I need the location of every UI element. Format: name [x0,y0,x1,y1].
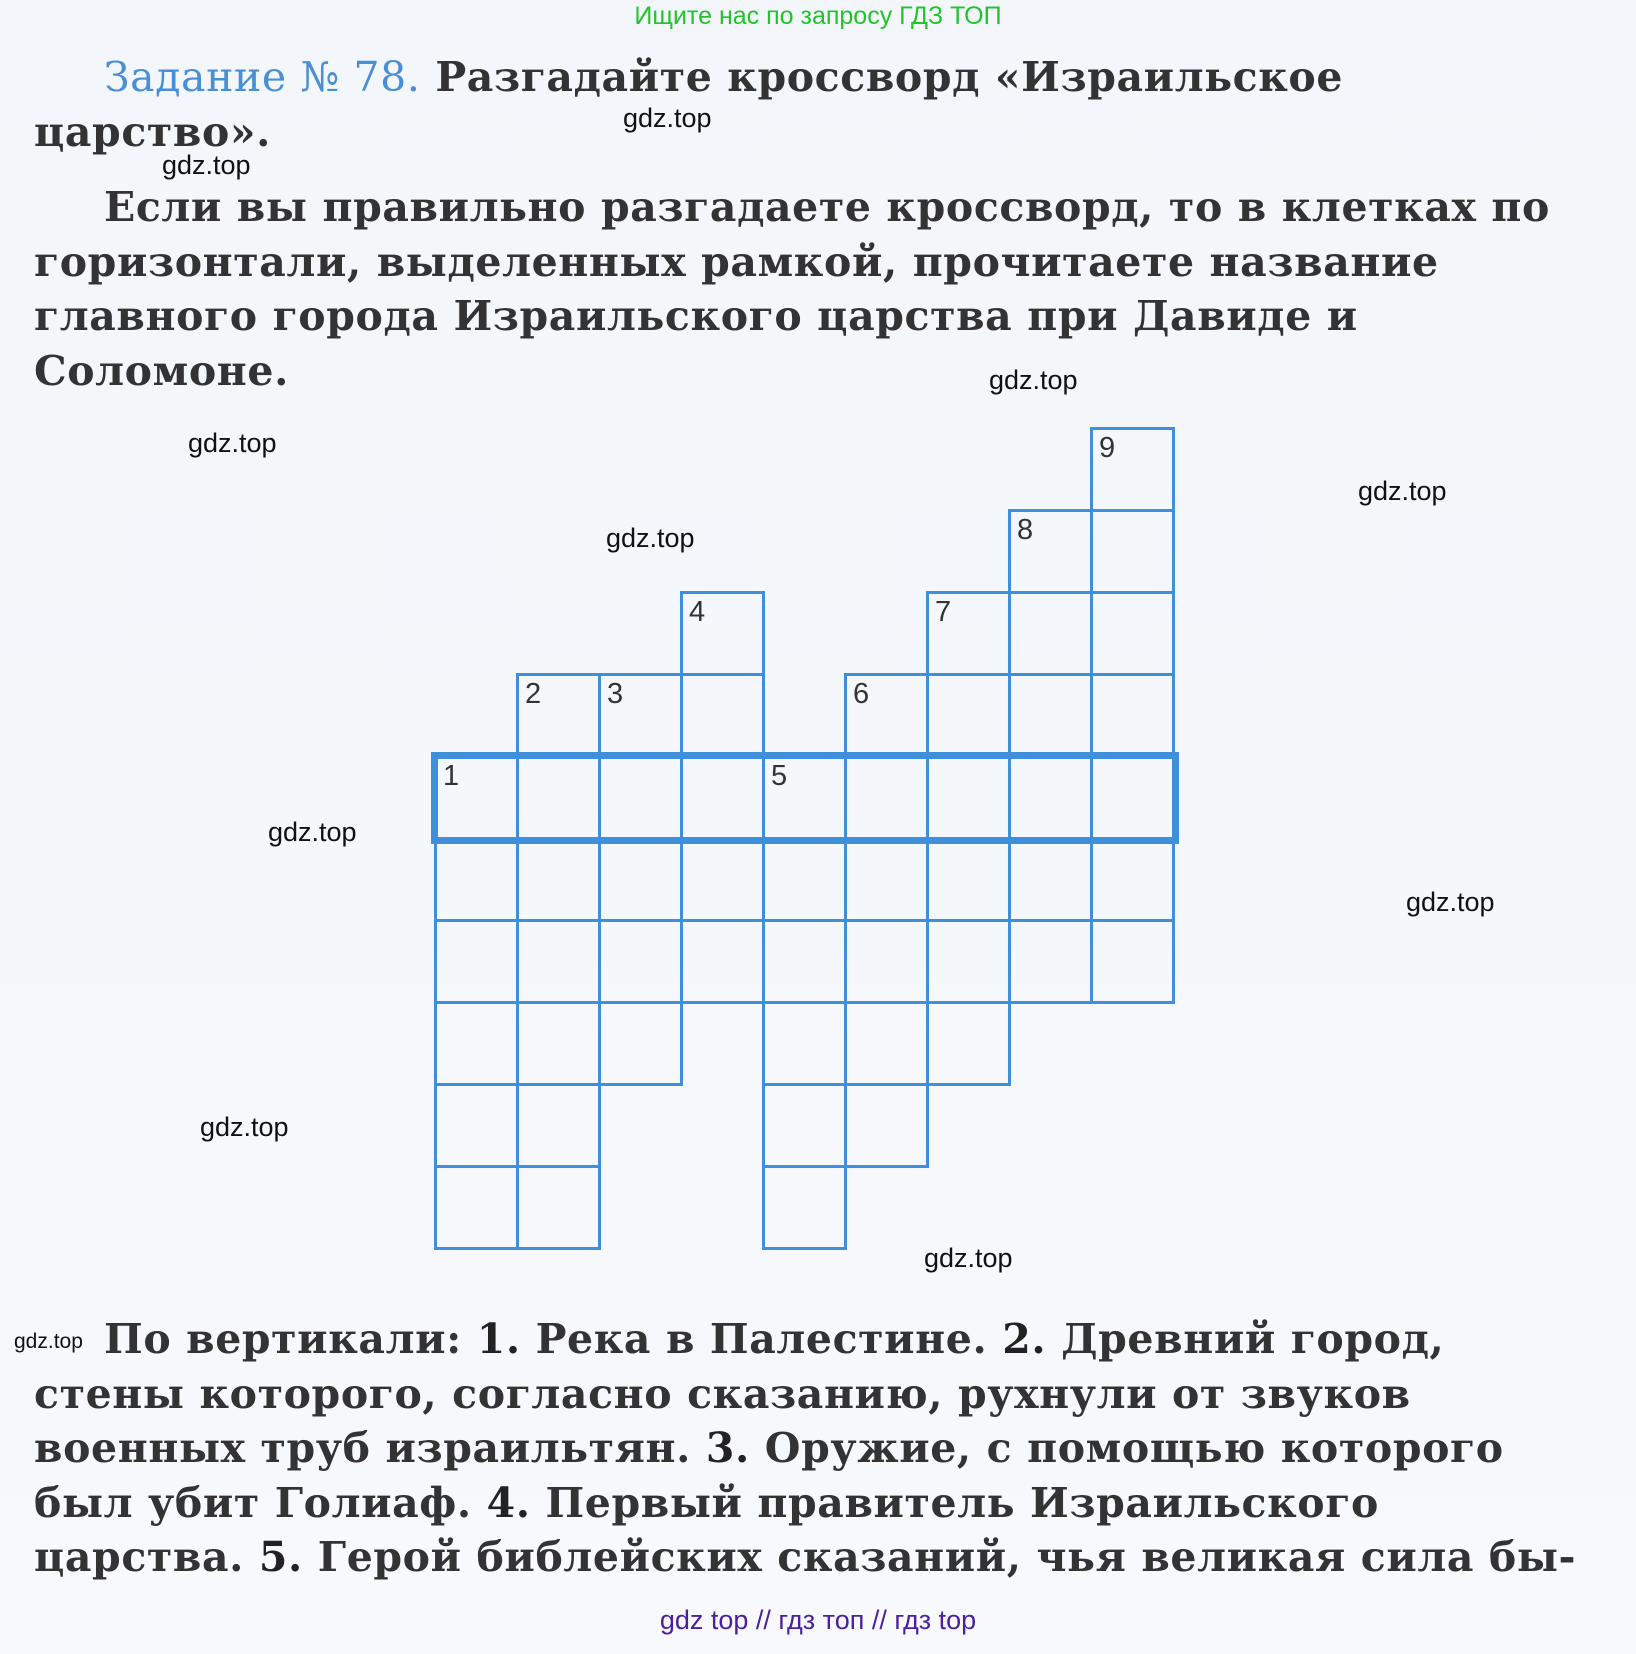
clue-number: 6 [853,678,870,710]
watermark-label: gdz.top [989,365,1078,395]
watermark-label: gdz.top [268,817,357,847]
clue-number: 9 [1099,432,1116,464]
crossword-cell[interactable] [926,837,1011,922]
crossword-cell[interactable] [926,1001,1011,1086]
crossword-cell[interactable] [598,755,683,840]
crossword-cell[interactable] [1008,509,1093,594]
crossword-cell[interactable] [598,919,683,1004]
crossword-cell[interactable] [1008,755,1093,840]
crossword-cell[interactable] [762,919,847,1004]
task-number: Задание № 78. [104,53,421,101]
crossword-cell[interactable] [434,1083,519,1168]
crossword-cell[interactable] [926,919,1011,1004]
clue-item-text: Герой библейских сказаний, чья великая сила бы- [302,1533,1577,1581]
crossword-cell[interactable] [844,919,929,1004]
clue-number: 8 [1017,514,1034,546]
clue-number: 2 [525,678,542,710]
clues-vertical [34,1312,1579,1585]
watermark-label: gdz.top [162,150,251,180]
crossword-cell[interactable] [434,837,519,922]
crossword-cell[interactable] [926,673,1011,758]
crossword-cell[interactable] [434,755,519,840]
crossword-cell[interactable] [1008,591,1093,676]
crossword-cell[interactable] [844,1083,929,1168]
clue-item-number: 4. [486,1478,531,1527]
task-intro: Если вы правильно разгадаете кроссворд, то в клетках по горизонтали, выделенных рамкой, прочитаете название главного города Израильского царства при Давиде и Соломоне. [34,183,1550,395]
crossword-cell[interactable] [516,1165,601,1250]
watermark-label: gdz.top [200,1112,289,1142]
watermark-label: gdz.top [188,428,277,458]
watermark-label: gdz.top [14,1330,83,1353]
crossword-cell[interactable] [762,1001,847,1086]
crossword-cell[interactable] [844,673,929,758]
crossword-cell[interactable] [680,591,765,676]
crossword-cell[interactable] [516,1001,601,1086]
clue-number: 1 [443,760,460,792]
crossword-cell[interactable] [762,837,847,922]
crossword-cell[interactable] [680,755,765,840]
crossword-cell[interactable] [844,837,929,922]
clue-number: 7 [935,596,952,628]
task-title: Разгадайте кроссворд «Израильское царство». [34,53,1344,156]
crossword-cell[interactable] [1008,673,1093,758]
crossword-cell[interactable] [1090,673,1175,758]
crossword-cell[interactable] [434,1001,519,1086]
clue-item-number: 5. [258,1533,303,1581]
watermark-label: gdz.top [606,523,695,553]
crossword-cell[interactable] [762,1165,847,1250]
crossword-cell[interactable] [844,755,929,840]
crossword-cell[interactable] [598,837,683,922]
crossword-cell[interactable] [434,1165,519,1250]
clue-item-text: Древний город, стены которого, согласно сказанию, рухнули от звуков военных труб израильтян. [34,1315,1445,1472]
watermark-label: gdz.top [924,1243,1013,1273]
crossword-cell[interactable] [1008,919,1093,1004]
watermark-label: gdz.top [1358,476,1447,506]
watermark-label: gdz.top [1406,887,1495,917]
crossword-cell[interactable] [434,919,519,1004]
crossword-cell[interactable] [1008,837,1093,922]
clue-item-text: Оружие, с помощью которого был убит Голиаф. [34,1424,1504,1527]
clues-heading: По вертикали: [104,1315,462,1363]
crossword-cell[interactable] [516,919,601,1004]
clue-number: 5 [771,760,788,792]
search-banner: Ищите нас по запросу ГДЗ ТОП [634,2,1002,30]
crossword-cell[interactable] [844,1001,929,1086]
crossword-cell[interactable] [1090,755,1175,840]
crossword-cell[interactable] [926,755,1011,840]
crossword-cell[interactable] [680,919,765,1004]
crossword-cell[interactable] [598,673,683,758]
crossword-cell[interactable] [762,1083,847,1168]
crossword-cell[interactable] [680,837,765,922]
clue-item-text: Первый правитель Израильского царства. [34,1478,1379,1581]
crossword-cell[interactable] [516,673,601,758]
clue-number: 3 [607,678,624,710]
crossword-cell[interactable] [1090,837,1175,922]
clue-number: 4 [689,596,706,628]
clue-item-text: Река в Палестине. [520,1315,988,1363]
crossword-cell[interactable] [516,755,601,840]
crossword-cell[interactable] [1090,591,1175,676]
clue-item-number: 2. [1002,1315,1047,1363]
crossword-cell[interactable] [1090,919,1175,1004]
watermark-label: gdz.top [623,103,712,133]
crossword-cell[interactable] [762,755,847,840]
footer-watermark: gdz top // гдз топ // гдз top [659,1605,977,1635]
crossword-cell[interactable] [598,1001,683,1086]
crossword-cell[interactable] [1090,509,1175,594]
crossword-cell[interactable] [1090,427,1175,512]
clue-item-number: 3. [705,1424,750,1472]
crossword-cell[interactable] [516,837,601,922]
task-heading [34,50,1579,159]
clue-item-number: 1. [476,1315,521,1363]
crossword-cell[interactable] [926,591,1011,676]
crossword-cell[interactable] [680,673,765,758]
crossword-cell[interactable] [516,1083,601,1168]
